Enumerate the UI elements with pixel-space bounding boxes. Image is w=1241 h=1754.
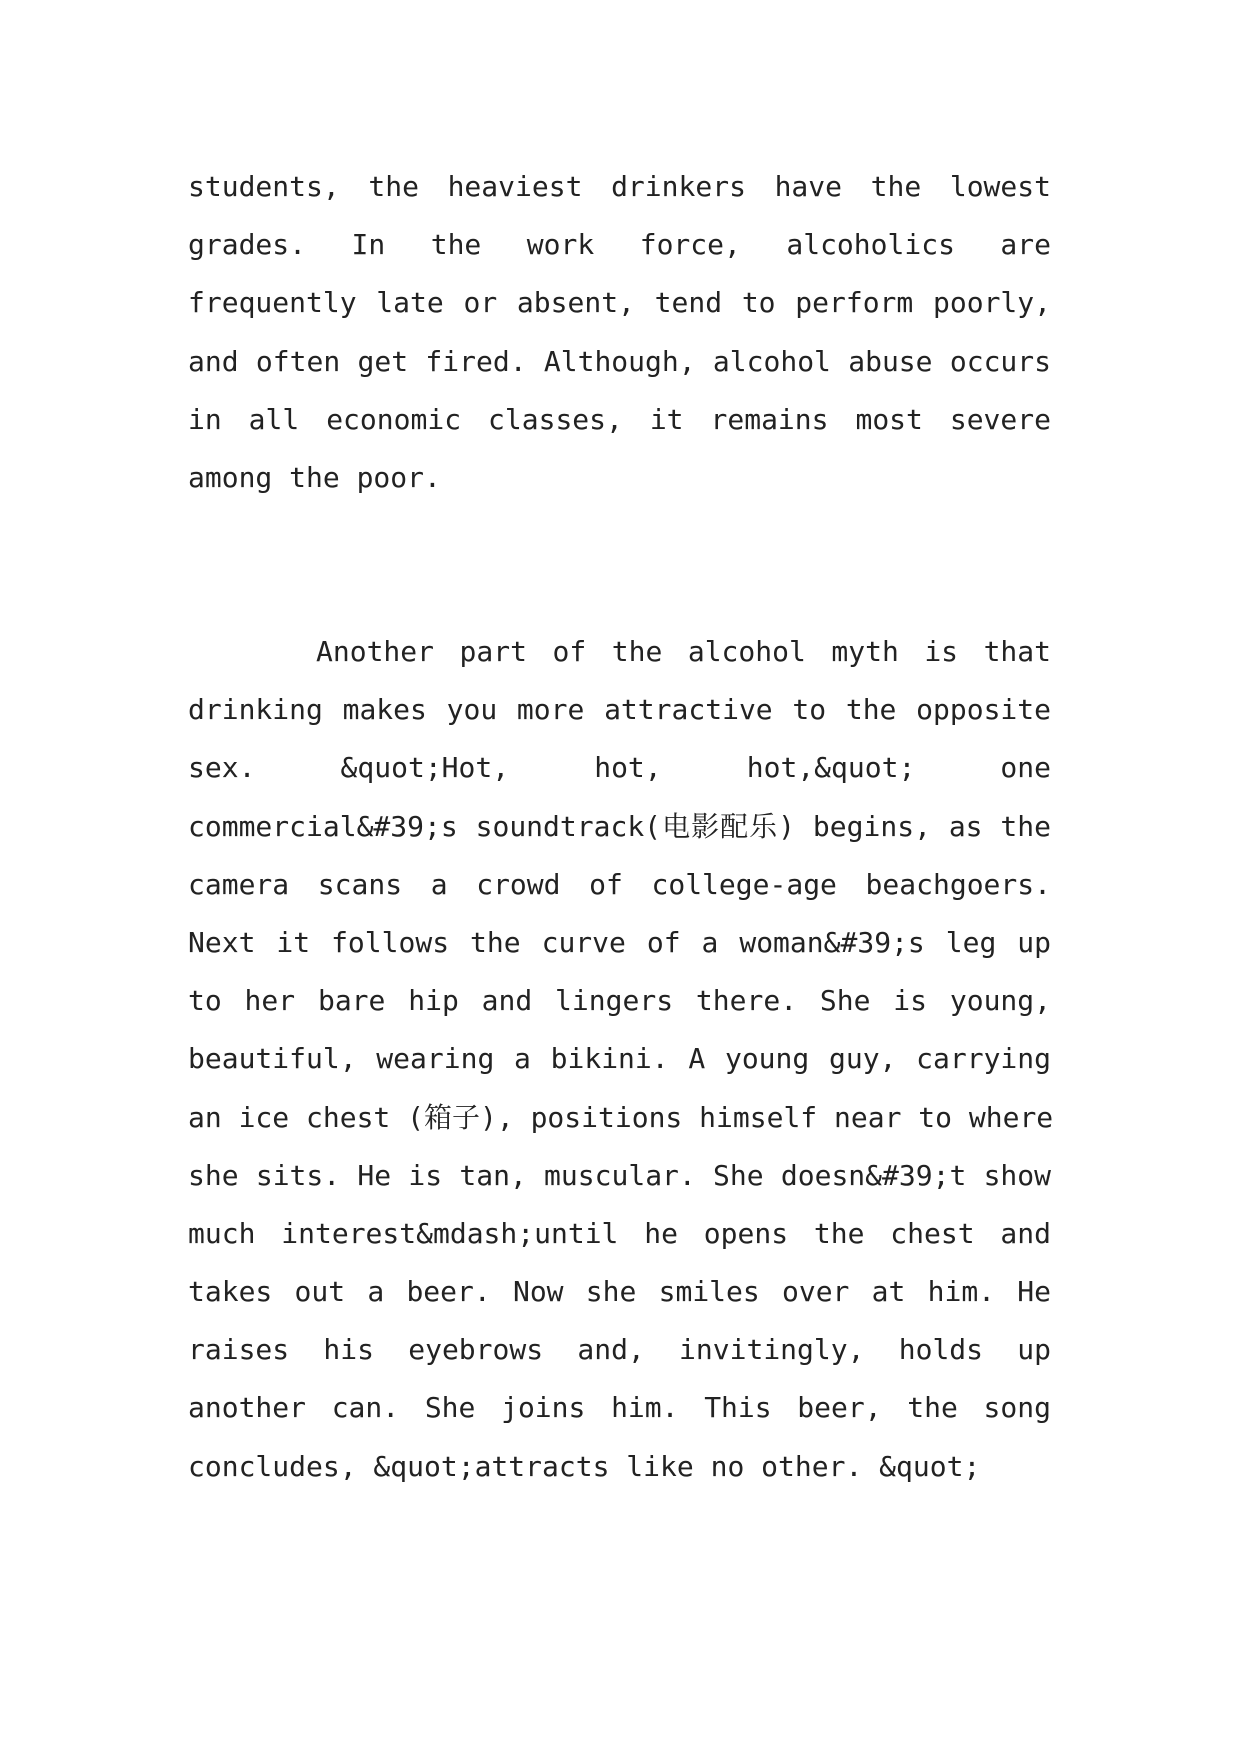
text-line: frequently late or absent, tend to perform poorly, xyxy=(188,286,1051,320)
text-line: students, the heaviest drinkers have the lowest xyxy=(188,170,1051,203)
text-line: Another part of the alcohol myth is that xyxy=(316,635,1051,668)
text-line: among the poor. xyxy=(188,460,441,494)
paragraph-1 xyxy=(188,164,1051,513)
text-line: and often get fired. Although, alcohol abuse occurs xyxy=(188,344,1051,378)
text-line: to her bare hip and lingers there. She is young, xyxy=(188,984,1051,1018)
text-line: Next it follows the curve of a woman&#39;s leg up xyxy=(188,925,1051,959)
text-line: sex. &quot;Hot, hot, hot,&quot; one xyxy=(188,751,1051,785)
text-line: takes out a beer. Now she smiles over at him. He xyxy=(188,1275,1051,1309)
text-line: beautiful, wearing a bikini. A young guy, carrying xyxy=(188,1042,1051,1076)
text-line: in all economic classes, it remains most severe xyxy=(188,402,1051,436)
text-line: raises his eyebrows and, invitingly, holds up xyxy=(188,1333,1051,1367)
text-line: commercial&#39;s soundtrack(电影配乐) begins, as the xyxy=(188,809,1051,843)
text-line: concludes, &quot;attracts like no other. &quot; xyxy=(188,1449,981,1483)
text-line: much interest&mdash;until he opens the chest and xyxy=(188,1216,1051,1250)
text-line: another can. She joins him. This beer, the song xyxy=(188,1391,1051,1425)
paragraph-2 xyxy=(188,629,1054,1502)
text-line: an ice chest (箱子), positions himself near to where xyxy=(188,1100,1054,1134)
text-line: camera scans a crowd of college-age beachgoers. xyxy=(188,867,1051,901)
text-line: drinking makes you more attractive to the opposite xyxy=(188,693,1051,727)
text-line: she sits. He is tan, muscular. She doesn&#39;t show xyxy=(188,1158,1051,1192)
text-line: grades. In the work force, alcoholics are xyxy=(188,228,1051,262)
